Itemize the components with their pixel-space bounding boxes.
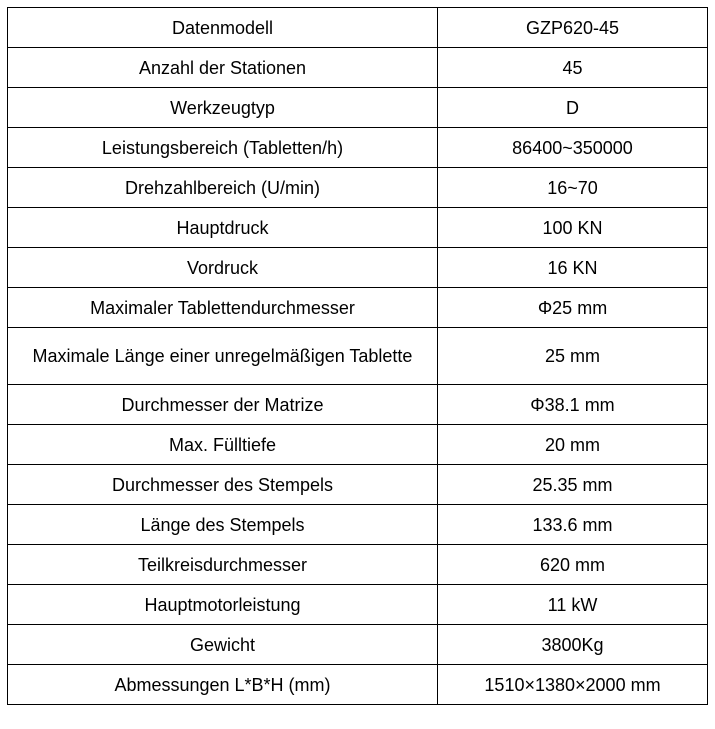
table-row [8,168,708,208]
row-label: Drehzahlbereich (U/min) [8,168,438,208]
row-label: Gewicht [8,625,438,665]
table-row [8,385,708,425]
table-row [8,425,708,465]
table-row [8,465,708,505]
row-label: Vordruck [8,248,438,288]
row-label: Hauptmotorleistung [8,585,438,625]
row-label: Maximale Länge einer unregelmäßigen Tablette [8,328,438,385]
row-value: 16~70 [438,168,708,208]
row-label: Leistungsbereich (Tabletten/h) [8,128,438,168]
row-label: Maximaler Tablettendurchmesser [8,288,438,328]
table-row [8,625,708,665]
specification-table [7,7,708,705]
row-value: 100 KN [438,208,708,248]
row-value: GZP620-45 [438,8,708,48]
row-value: 3800Kg [438,625,708,665]
row-label: Werkzeugtyp [8,88,438,128]
table-row [8,88,708,128]
row-value: 11 kW [438,585,708,625]
row-value: Φ25 mm [438,288,708,328]
row-label: Teilkreisdurchmesser [8,545,438,585]
row-label: Durchmesser des Stempels [8,465,438,505]
row-label: Datenmodell [8,8,438,48]
row-value: 1510×1380×2000 mm [438,665,708,705]
row-label: Anzahl der Stationen [8,48,438,88]
row-label: Länge des Stempels [8,505,438,545]
table-row [8,8,708,48]
table-row [8,208,708,248]
row-value: 25 mm [438,328,708,385]
row-value: 133.6 mm [438,505,708,545]
row-value: 45 [438,48,708,88]
row-value: 20 mm [438,425,708,465]
row-value: 25.35 mm [438,465,708,505]
row-label: Durchmesser der Matrize [8,385,438,425]
table-row [8,545,708,585]
table-row [8,328,708,385]
table-row [8,665,708,705]
row-label: Abmessungen L*B*H (mm) [8,665,438,705]
table-row [8,505,708,545]
row-value: D [438,88,708,128]
row-value: 86400~350000 [438,128,708,168]
row-value: Φ38.1 mm [438,385,708,425]
row-value: 620 mm [438,545,708,585]
table-row [8,248,708,288]
table-row [8,128,708,168]
row-label: Hauptdruck [8,208,438,248]
row-value: 16 KN [438,248,708,288]
table-row [8,48,708,88]
table-row [8,288,708,328]
table-row [8,585,708,625]
row-label: Max. Fülltiefe [8,425,438,465]
